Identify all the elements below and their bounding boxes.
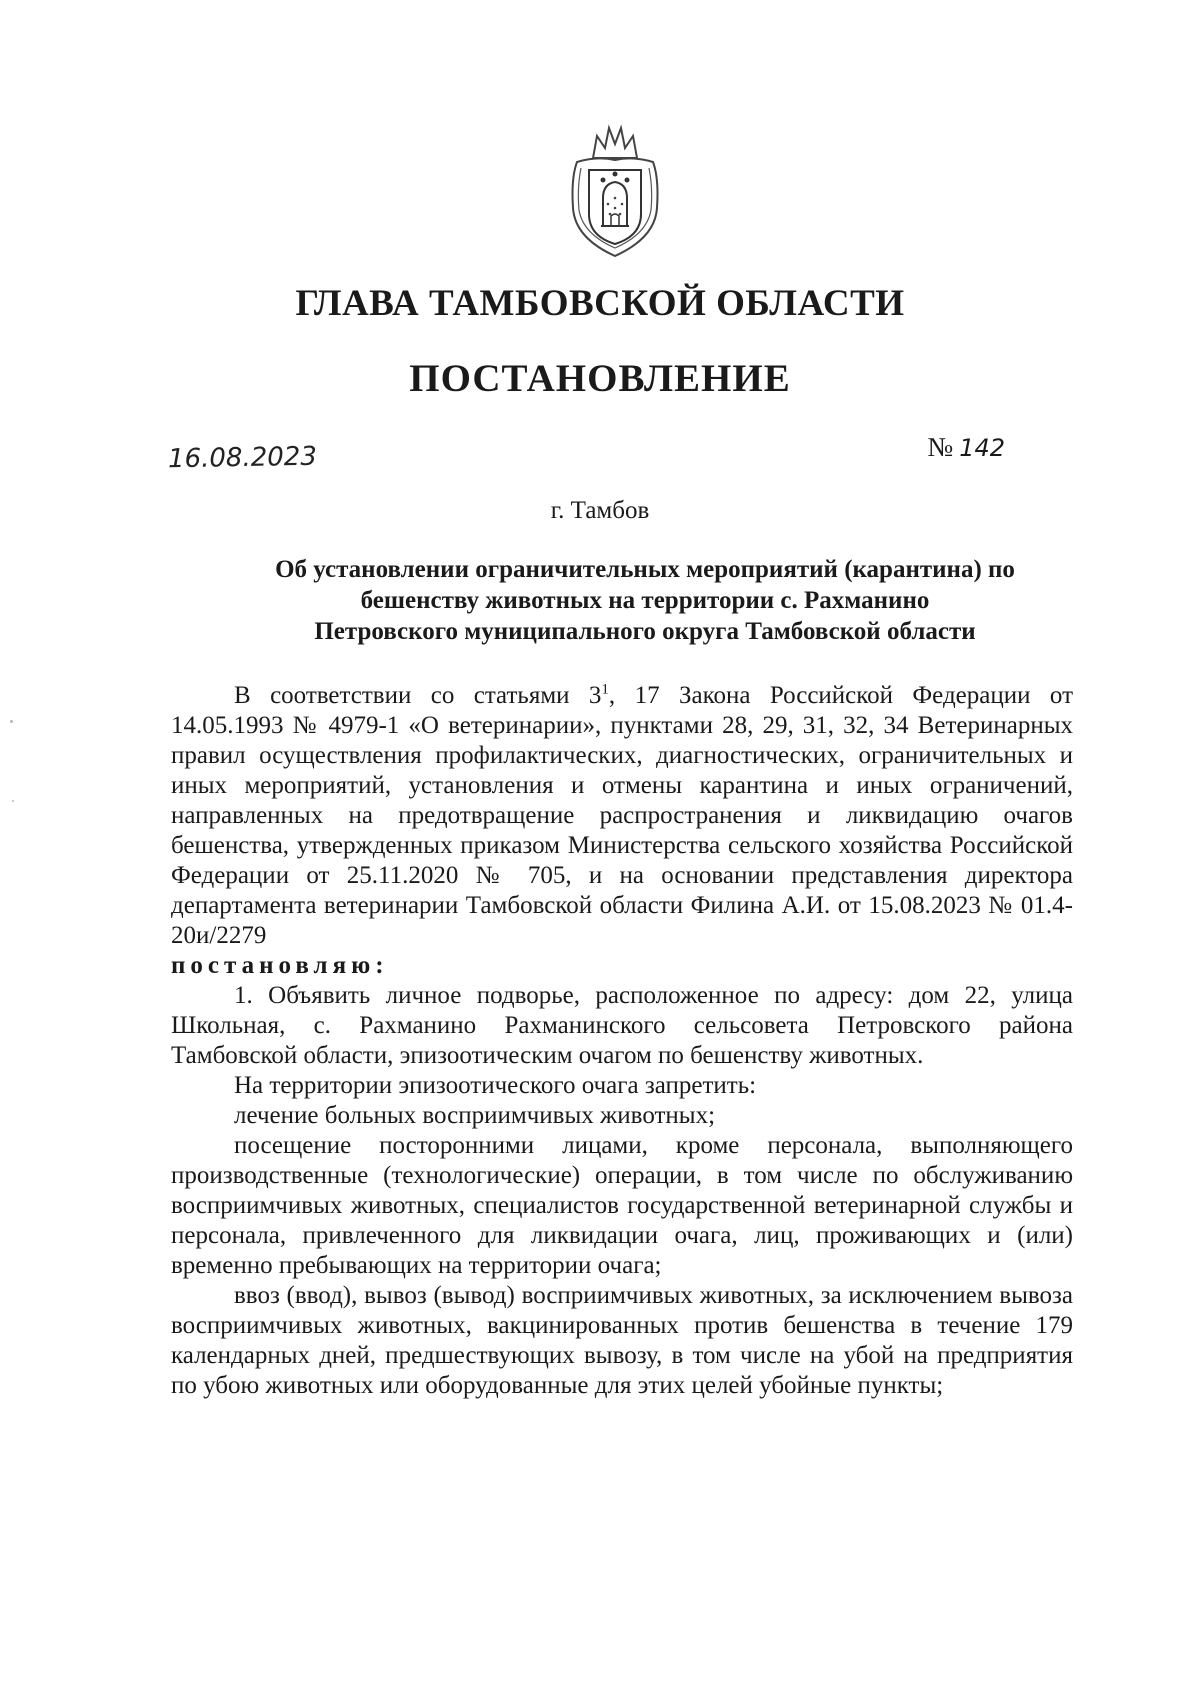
scan-artifact	[12, 800, 14, 802]
issuing-authority: ГЛАВА ТАМБОВСКОЙ ОБЛАСТИ	[295, 283, 905, 324]
document-city: г. Тамбов	[550, 497, 650, 524]
paragraph-basis	[171, 681, 1073, 951]
document-number	[927, 432, 1005, 463]
basis-superscript: 1	[601, 681, 609, 698]
document-date: 16.08.2023	[167, 441, 318, 475]
paragraph-prohibit-treatment: лечение больных восприимчивых животных;	[234, 1102, 716, 1129]
number-value: 142	[959, 434, 1005, 462]
title-line-2: бешенству животных на территории с. Рахманино	[360, 587, 930, 614]
basis-text-start: В соответствии со статьями 3	[234, 682, 602, 709]
title-line-1: Об установлении ограничительных мероприятий (карантина) по	[275, 556, 1015, 583]
paragraph-prohibit-visits: посещение посторонними лицами, кроме персонала, выполняющего производственные (технологические) операции, в том числе по обслуживанию восприимчивых животных, специалистов государственной ветеринарной службы и персонала, привлеченного для ликвидации очага, лиц, проживающих и (или) временно пребывающих на территории очага;	[171, 1132, 1073, 1279]
document-title	[200, 554, 1090, 647]
scan-artifact	[10, 720, 13, 723]
basis-text-rest: , 17 Закона Российской Федерации от 14.05.1993 № 4979-1 «О ветеринарии», пунктами 28, 29, 31, 32, 34 Ветеринарных правил осуществления профилактических, диагностических, ограничительных и иных мероприятий, установления и отмены карантина и иных ограничений, направленных на предотвращение распространения и ликвидацию очагов бешенства, утвержденных приказом Министерства сельского хозяйства Российской Федерации от 25.11.2020 № 705, и на основании представления директора департамента ветеринарии Тамбовской области Филина А.И. от 15.08.2023 № 01.4-20и/2279	[171, 682, 1073, 949]
document-body	[171, 681, 1073, 1401]
number-label: №	[927, 432, 954, 462]
paragraph-item-1: 1. Объявить личное подворье, расположенное по адресу: дом 22, улица Школьная, с. Рахманино Рахманинского сельсовета Петровского района Тамбовской области, эпизоотическим очагом по бешенству животных.	[171, 982, 1073, 1069]
paragraph-prohibit-transport: ввоз (ввод), вывоз (вывод) восприимчивых животных, за исключением вывоза восприимчивых животных, вакцинированных против бешенства в течение 179 календарных дней, предшествующих вывозу, в том числе на убой на предприятия по убою животных или оборудованные для этих целей убойные пункты;	[171, 1282, 1073, 1399]
decree-word: постановляю:	[171, 952, 389, 979]
paragraph-prohibit-intro: На территории эпизоотического очага запретить:	[234, 1072, 757, 1099]
title-line-3: Петровского муниципального округа Тамбовской области	[314, 618, 976, 645]
document-type: ПОСТАНОВЛЕНИЕ	[409, 357, 791, 400]
coat-of-arms-icon	[563, 118, 667, 262]
